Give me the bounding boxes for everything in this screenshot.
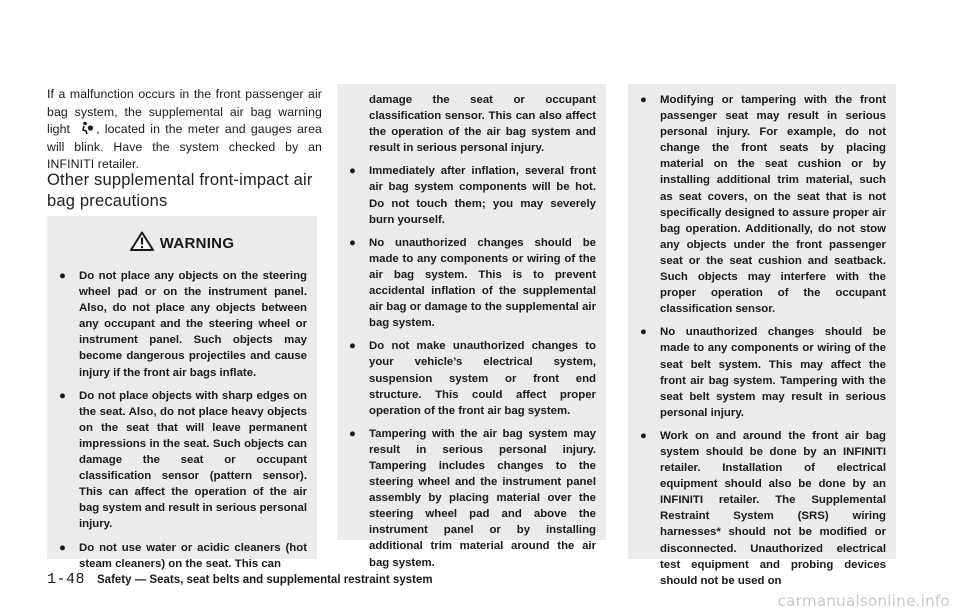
bullet: ● — [59, 541, 66, 554]
intro-paragraph — [47, 86, 322, 174]
warning-box-continued — [337, 84, 606, 569]
list-item: ● Tampering with the air bag system may result in serious personal injury. Tampering includes changes to the steering wheel and the instrument panel assembly by placing material over the steering wheel pad and above the instrument panel or by installing additional trim material around the air bag system. — [349, 427, 596, 569]
bullet: ● — [640, 94, 647, 106]
bullet: ● — [349, 427, 356, 440]
warning-box-continued-2 — [628, 84, 896, 587]
warning-list — [337, 92, 606, 578]
list-item: ● Do not use water or acidic cleaners (hot steam cleaners) on the seat. This can — [59, 541, 307, 570]
list-item: ● Do not place objects with sharp edges on the seat. Also, do not place heavy objects on the seat that will leave permanent impressions in the seat. Such objects can damage the seat or occupant classification sensor (pattern sensor). This can affect the operation of the air bag system and result in serious personal injury. — [59, 389, 307, 531]
intro-text-before-icon: If a malfunction occurs in the front passenger air bag system, the supplemental air bag warning light — [47, 87, 322, 136]
continuation-text: damage the seat or occupant classification sensor. This can also affect the operation of the air bag system and result in serious personal injury. — [369, 94, 596, 155]
bullet: ● — [640, 429, 647, 442]
bullet: ● — [59, 270, 66, 282]
bullet: ● — [349, 236, 356, 249]
list-item: ● No unauthorized changes should be made to any components or wiring of the air bag system. This is to prevent accidental inflation of the supplemental air bag or damage to the supplemental air bag system. — [349, 236, 596, 330]
page-number: 1-48 — [47, 571, 86, 588]
list-item: ● Do not place any objects on the steering wheel pad or on the instrument panel. Also, do not place any objects between any occupant and the steering wheel or instrument panel. Such objects may become dangerous projectiles and cause injury if the front air bags inflate. — [59, 270, 307, 379]
air-bag-warning-icon — [80, 121, 94, 135]
warning-triangle-icon — [130, 231, 154, 251]
section-heading: Other supplemental front-impact air bag precautions — [47, 171, 313, 210]
bullet: ● — [640, 326, 647, 339]
footer-section-title: Safety — Seats, seat belts and supplemental restraint system — [97, 574, 433, 586]
page-footer — [47, 570, 433, 588]
warning-title: WARNING — [159, 235, 235, 252]
warning-box — [47, 216, 317, 570]
list-item: ● Do not make unauthorized changes to your vehicle’s electrical system, suspension system or front end structure. This could affect proper operation of the front air bag system. — [349, 340, 596, 417]
bullet: ● — [349, 165, 356, 178]
warning-list — [47, 268, 317, 579]
warning-list — [628, 92, 896, 596]
bullet: ● — [59, 389, 66, 402]
watermark: carmanualsonline.info — [777, 592, 950, 610]
list-item: ● No unauthorized changes should be made to any components or wiring of the seat belt system. This may affect the front air bag system. Tampering with the seat belt system may result in serious personal injury. — [640, 326, 886, 419]
list-item: ● Work on and around the front air bag system should be done by an INFINITI retailer. Installation of electrical equipment should also be done by an INFINITI retailer. The Supplemental Restraint System (SRS) wiring harnesses* should not be modified or disconnected. Unauthorized electrical test equipment and probing devices should not be used on — [640, 429, 886, 587]
warning-header — [47, 231, 317, 252]
list-item: ● Modifying or tampering with the front passenger seat may result in serious personal injury. For example, do not change the front seats by placing material on the seat cushion or by installing additional trim material, such as seat covers, on the seat that is not specifically designed to assure proper air bag operation. Additionally, do not stow any objects under the front passenger seat or the seat cushion and seatback. Such objects may interfere with the proper operation of the occupant classification sensor. — [640, 94, 886, 316]
list-item: ● Immediately after inflation, several front air bag system components will be hot. Do not touch them; you may severely burn yourself. — [349, 165, 596, 226]
intro-text-after-icon: , located in the meter and gauges area will blink. Have the system checked by an INFINITI retailer. — [47, 122, 322, 171]
bullet: ● — [349, 340, 356, 353]
